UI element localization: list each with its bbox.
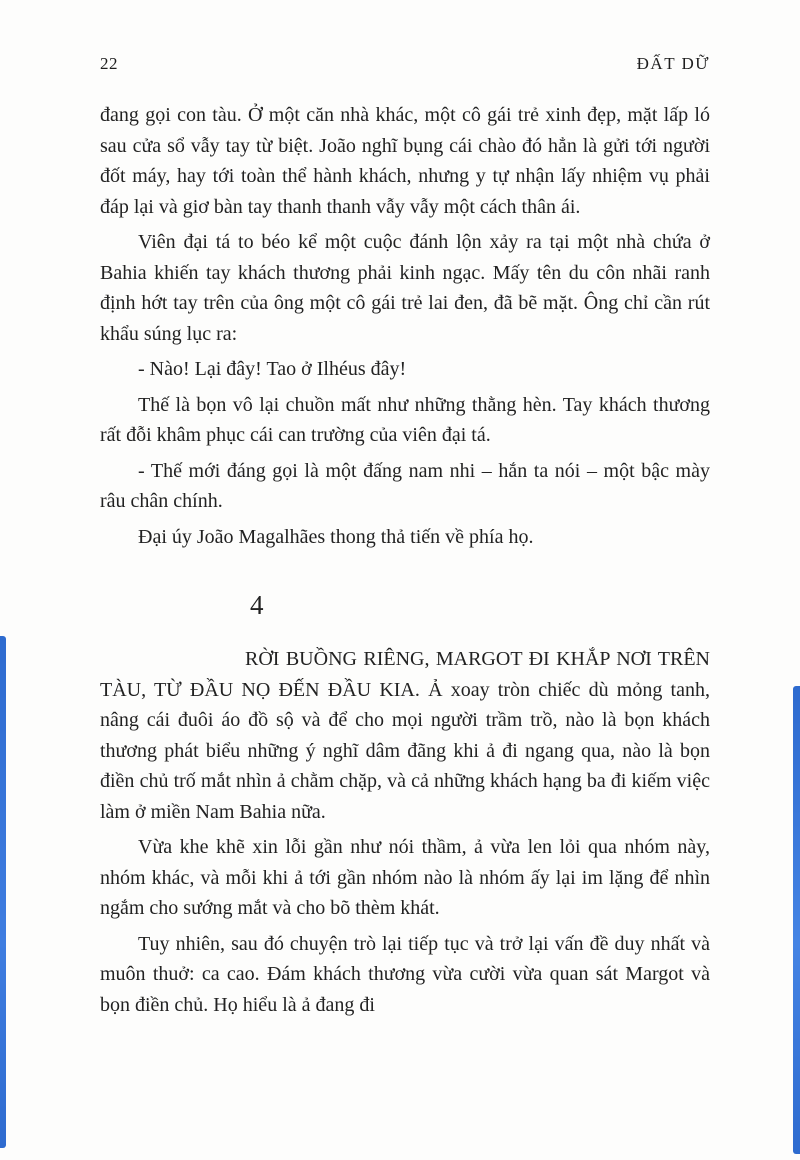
- opening-caps-text: RỜI BUỒNG RIÊNG, MARGOT ĐI KHẮP NƠI TRÊN TÀU, TỪ ĐẦU NỌ ĐẾN ĐẦU KIA.: [100, 648, 710, 701]
- opening-rest-text: Ả xoay tròn chiếc dù mỏng tanh, nâng cái đuôi áo đồ sộ và để cho mọi người trầm trồ, nào là bọn khách thương phát biểu những ý nghĩ dâm đãng khi ả đi ngang qua, nào là bọn điền chủ trố mắt nhìn ả chằm chặp, và cả những khách hạng ba đi kiếm việc làm ở miền Nam Bahia nữa.: [100, 678, 710, 823]
- paragraph: Tuy nhiên, sau đó chuyện trò lại tiếp tục và trở lại vấn đề duy nhất và muôn thuở: ca cao. Đám khách thương vừa cười vừa quan sát Margot và bọn điền chủ. Họ hiểu là ả đang đi: [100, 932, 710, 1016]
- paragraph-continuation: đang gọi con tàu. Ở một căn nhà khác, một cô gái trẻ xinh đẹp, mặt lấp ló sau cửa sổ vẫy tay từ biệt. João nghĩ bụng cái chào đó hẳn là gửi tới người đốt máy, hay tới toàn thể hành khách, nhưng y tự nhận lấy nhiệm vụ phải đáp lại và giơ bàn tay thanh thanh vẫy vẫy một cách thân ái.: [100, 104, 710, 218]
- chapter-opening-paragraph: [100, 644, 710, 827]
- page-number: 22: [100, 54, 118, 73]
- scan-edge-left: [0, 636, 6, 1148]
- chapter-number: 4: [250, 590, 264, 620]
- scan-edge-right: [793, 686, 800, 1154]
- paragraph: Vừa khe khẽ xin lỗi gần như nói thầm, ả vừa len lỏi qua nhóm này, nhóm khác, và mỗi khi ả tới gần nhóm nào là nhóm ấy lại im lặng để nhìn ngắm cho sướng mắt và cho bõ thèm khát.: [100, 836, 710, 919]
- page-header: [100, 54, 710, 74]
- running-title: ĐẤT DỮ: [636, 54, 710, 73]
- paragraph: Đại úy João Magalhães thong thả tiến về phía họ.: [138, 525, 534, 548]
- page-body: [100, 100, 710, 1025]
- paragraph: Thế là bọn vô lại chuồn mất như những thằng hèn. Tay khách thương rất đỗi khâm phục cái can trường của viên đại tá.: [100, 393, 710, 446]
- dialogue-line: - Thế mới đáng gọi là một đấng nam nhi – hắn ta nói – một bậc mày râu chân chính.: [100, 459, 710, 512]
- paragraph: Viên đại tá to béo kể một cuộc đánh lộn xảy ra tại một nhà chứa ở Bahia khiến tay khách thương phải kinh ngạc. Mấy tên du côn nhãi ranh định hớt tay trên của ông một cô gái trẻ lai đen, đã bẽ mặt. Ông chỉ cần rút khẩu súng lục ra:: [100, 231, 710, 345]
- dialogue-line: - Nào! Lại đây! Tao ở Ilhéus đây!: [138, 358, 407, 380]
